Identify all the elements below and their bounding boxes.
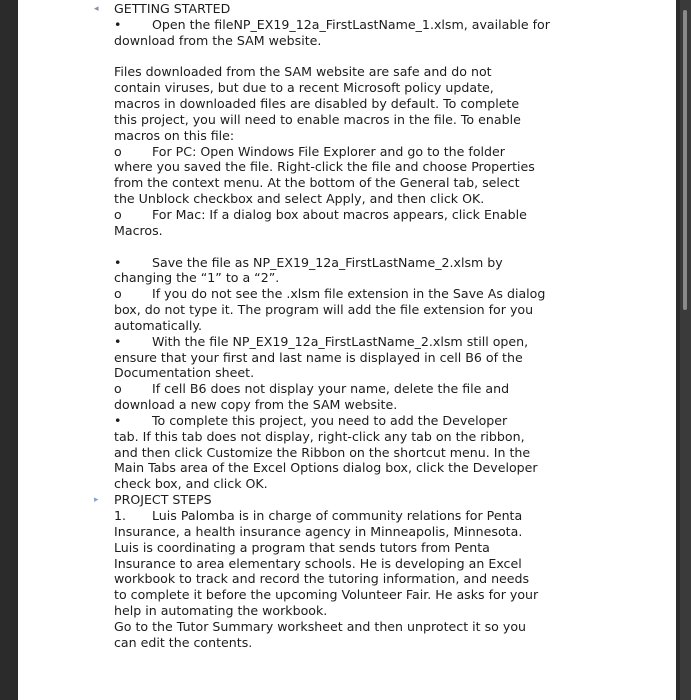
text-line: from the context menu. At the bottom of the General tab, select [114,175,520,191]
blank-line [114,239,554,255]
text-line: tab. If this tab does not display, right-click any tab on the ribbon, [114,428,525,444]
text-line: macros in downloaded files are disabled by default. To complete [114,96,520,112]
text-line: Documentation sheet. [114,365,255,381]
step-number: 1. [114,508,127,523]
bullet-icon: • [114,254,122,270]
scrollbar-thumb[interactable] [683,10,687,310]
text-line: Insurance to area elementary schools. He is developing an Excel [114,555,522,571]
text-line: Luis is coordinating a program that sends tutors from Penta [114,539,490,555]
circle-bullet-icon: o [114,206,122,222]
text-line: workbook to track and record the tutoring information, and needs [114,571,530,587]
text-line: Main Tabs area of the Excel Options dialog box, click the Developer [114,460,538,476]
document-page [18,0,676,700]
text-line: can edit the contents. [114,634,253,650]
text-line: help in automating the workbook. [114,603,328,619]
text-line: download a new copy from the SAM website. [114,397,398,413]
list-item: • Save the file as NP_EX19_12a_FirstLastName_2.xlsm by [114,254,503,270]
text-line: automatically. [114,317,203,333]
text-line: check box, and click OK. [114,476,268,492]
collapse-arrow-icon[interactable]: ◂ [94,4,99,14]
section-heading-project-steps[interactable]: ▸ PROJECT STEPS [94,492,212,508]
text-line: this project, you will need to enable macros in the file. To enable [114,111,521,127]
text-line: ensure that your first and last name is displayed in cell B6 of the [114,349,523,365]
text-line: to complete it before the upcoming Volunteer Fair. He asks for your [114,587,539,603]
text-line: the Unblock checkbox and select Apply, and then click OK. [114,191,485,207]
text-line: download from the SAM website. [114,32,322,48]
bullet-icon: • [114,412,122,428]
text-line: box, do not type it. The program will add the file extension for you [114,302,534,318]
text-line: Insurance, a health insurance agency in Minneapolis, Minnesota. [114,523,523,539]
sub-list-item: o For PC: Open Windows File Explorer and go to the folder [114,143,505,159]
document-body [94,1,554,651]
list-item: • To complete this project, you need to add the Developer [114,412,508,428]
text-line: and then click Customize the Ribbon on the shortcut menu. In the [114,444,531,460]
text-line: contain viruses, but due to a recent Microsoft policy update, [114,80,494,96]
circle-bullet-icon: o [114,381,122,397]
text-line: macros on this file: [114,127,235,143]
sub-list-item: o If you do not see the .xlsm file extension in the Save As dialog [114,286,546,302]
numbered-item: 1. Luis Palomba is in charge of community relations for Penta [114,508,523,523]
text-line: Go to the Tutor Summary worksheet and then unprotect it so you [114,618,527,634]
circle-bullet-icon: o [114,143,122,159]
sub-list-item: o For Mac: If a dialog box about macros appears, click Enable [114,206,527,222]
bullet-icon: • [114,16,122,32]
section-heading-getting-started[interactable]: ◂ GETTING STARTED [94,1,231,16]
text-line: Files downloaded from the SAM website are safe and do not [114,64,492,80]
bullet-icon: • [114,333,122,349]
sub-list-item: o If cell B6 does not display your name, delete the file and [114,381,510,397]
list-item: • Open the fileNP_EX19_12a_FirstLastName_1.xlsm, available for [114,16,550,32]
blank-line [114,49,554,65]
text-line: changing the “1” to a “2”. [114,270,280,286]
list-item: • With the file NP_EX19_12a_FirstLastName_2.xlsm still open, [114,333,529,349]
circle-bullet-icon: o [114,286,122,302]
expand-arrow-icon[interactable]: ▸ [94,495,99,506]
text-line: Macros. [114,222,163,238]
text-line: where you saved the file. Right-click the file and choose Properties [114,159,535,175]
vertical-scrollbar[interactable] [680,0,691,700]
